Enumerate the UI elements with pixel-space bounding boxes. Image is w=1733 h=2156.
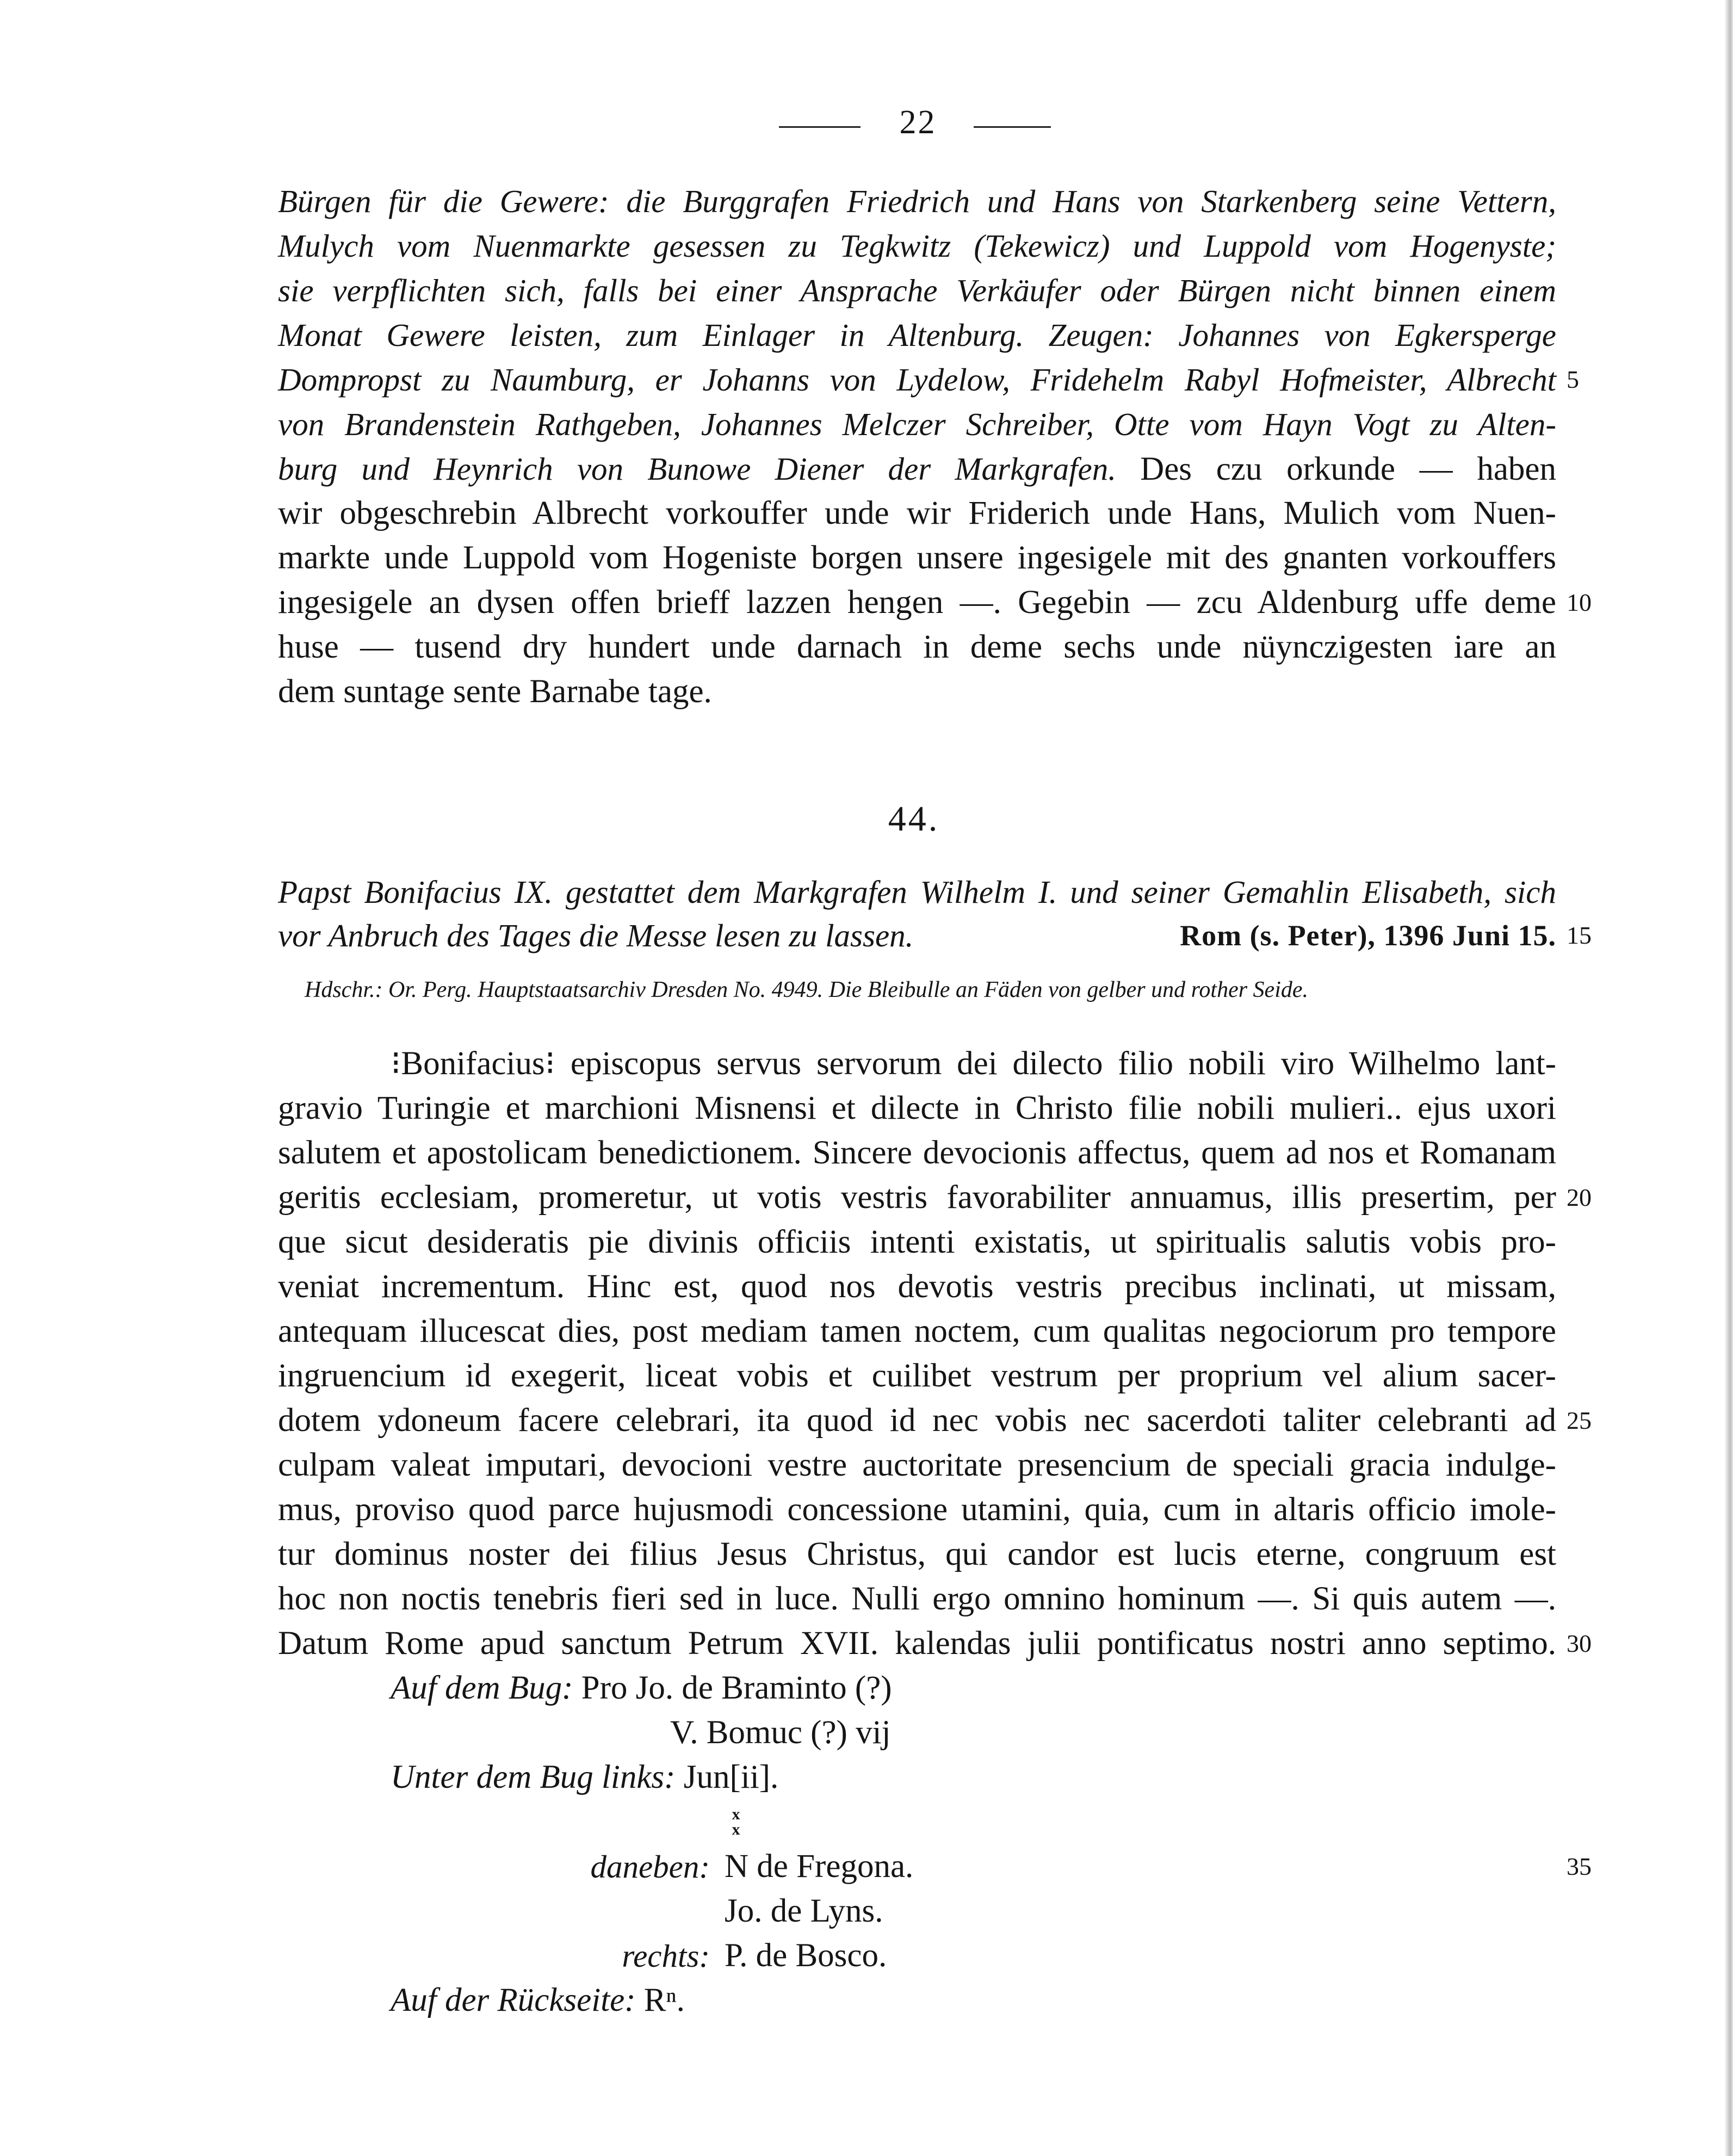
text-fragment: burg und Heynrich von Bunowe Diener der Markgrafen. xyxy=(278,451,1141,487)
endorsement-value: Pro Jo. de Braminto (?) xyxy=(581,1670,892,1706)
text-line: veniat incrementum. Hinc est, quod nos devotis vestris precibus inclinati, ut missam, xyxy=(278,1268,1556,1305)
text-line: ingesigele an dysen offen brieff lazzen hengen —. Gegebin — zcu Aldenburg uffe deme xyxy=(278,584,1556,621)
endorsement-label: Unter dem Bug links: xyxy=(391,1759,676,1795)
regest-line: vor Anbruch des Tages die Messe lesen zu lassen. xyxy=(278,918,914,953)
text-line: tur dominus noster dei filius Jesus Christus, qui candor est lucis eterne, congruum est xyxy=(278,1536,1556,1572)
place-date: Rom (s. Peter), 1396 Juni 15. xyxy=(1180,919,1556,952)
text-fragment: Des czu orkunde — haben xyxy=(1140,451,1556,487)
line-number: 30 xyxy=(1567,1630,1592,1657)
endorsement-label: rechts: xyxy=(622,1938,710,1974)
endorsement-rueckseite xyxy=(391,1979,685,2022)
line-number: 15 xyxy=(1567,921,1592,949)
text-line: dem suntage sente Barnabe tage. xyxy=(278,673,712,710)
text-line: Bürgen für die Gewere: die Burggrafen Friedrich und Hans von Starkenberg seine Vettern, xyxy=(278,183,1556,219)
text-line: geritis ecclesiam, promeretur, ut votis vestris favorabiliter annuamus, illis presertim, per xyxy=(278,1179,1556,1216)
endorsement-label: daneben: xyxy=(590,1849,710,1885)
x-mark: x xyxy=(732,1820,740,1838)
text-line: Datum Rome apud sanctum Petrum XVII. kalendas julii pontificatus nostri anno septimo. xyxy=(278,1625,1556,1662)
line-number: 20 xyxy=(1567,1184,1592,1211)
text-line: que sicut desideratis pie divinis officiis intenti existatis, ut spiritualis salutis vobis pro- xyxy=(278,1224,1556,1260)
line-number: 35 xyxy=(1567,1853,1592,1880)
endorsement-bug xyxy=(391,1666,892,1710)
text-line: sie verpflichten sich, falls bei einer Ansprache Verkäufer oder Bürgen nicht binnen einem xyxy=(278,272,1556,308)
text-line: antequam illucescat dies, post mediam tamen noctem, cum qualitas negociorum pro tempore xyxy=(278,1313,1556,1349)
text-line: ⁝Bonifacius⁝ episcopus servus servorum dei dilecto filio nobili viro Wilhelmo lant- xyxy=(391,1045,1556,1082)
endorsement-value: Rⁿ. xyxy=(643,1982,685,2018)
text-line: markte unde Luppold vom Hogeniste borgen unsere ingesigele mit des gnanten vorkouffers xyxy=(278,540,1556,576)
endorsement-daneben-2: Jo. de Lyns. xyxy=(725,1893,883,1929)
endorsement-daneben: N de Fregona. xyxy=(725,1848,914,1885)
regest-line: Papst Bonifacius IX. gestattet dem Markgrafen Wilhelm I. und seiner Gemahlin Elisabeth, sich xyxy=(278,874,1556,910)
text-line: wir obgeschrebin Albrecht vorkouffer unde wir Friderich unde Hans, Mulich vom Nuen- xyxy=(278,495,1556,531)
text-line: Monat Gewere leisten, zum Einlager in Altenburg. Zeugen: Johannes von Egkersperge xyxy=(278,317,1556,353)
regest-date-line xyxy=(278,914,1556,957)
endorsement-label: Auf dem Bug: xyxy=(391,1670,573,1706)
endorsement-unter xyxy=(391,1756,778,1799)
x-marks xyxy=(728,1807,744,1837)
page-header xyxy=(0,103,1733,147)
text-line: dotem ydoneum facere celebrari, ita quod id nec vobis nec sacerdoti taliter celebranti ad xyxy=(278,1402,1556,1439)
line-number: 25 xyxy=(1567,1407,1592,1434)
text-line: salutem et apostolicam benedictionem. Sincere devocionis affectus, quem ad nos et Romanam xyxy=(278,1135,1556,1171)
page-number: 22 xyxy=(899,104,937,141)
source-note: Hdschr.: Or. Perg. Hauptstaatsarchiv Dresden No. 4949. Die Bleibulle an Fäden von gelber und rother Seide. xyxy=(305,977,1309,1002)
text-line: Dompropst zu Naumburg, er Johanns von Lydelow, Fridehelm Rabyl Hofmeister, Albrecht xyxy=(278,362,1556,398)
endorsement-label: Auf der Rückseite: xyxy=(391,1982,636,2018)
header-rule-right xyxy=(974,126,1051,128)
endorsement-value: Jun[ii]. xyxy=(683,1759,779,1795)
text-line: hoc non noctis tenebris fieri sed in luce. Nulli ergo omnino hominum —. Si quis autem —. xyxy=(278,1581,1556,1617)
x-mark: x xyxy=(732,1805,740,1823)
header-rule-left xyxy=(779,126,861,128)
line-number: 10 xyxy=(1567,588,1592,616)
document-number: 44. xyxy=(888,799,940,839)
text-line: mus, proviso quod parce hujusmodi concessione utamini, quia, cum in altaris officio imole- xyxy=(278,1491,1556,1528)
text-line: huse — tusend dry hundert unde darnach in deme sechs unde nüynczigesten iare an xyxy=(278,629,1556,665)
text-line: Mulych vom Nuenmarkte gesessen zu Tegkwitz (Tekewicz) und Luppold vom Hogenyste; xyxy=(278,228,1556,264)
text-line: ingruencium id exegerit, liceat vobis et cuilibet vestrum per proprium vel alium sacer- xyxy=(278,1358,1556,1394)
text-line: von Brandenstein Rathgeben, Johannes Melczer Schreiber, Otte vom Hayn Vogt zu Alten- xyxy=(278,406,1556,442)
endorsement-bug-2: V. Bomuc (?) vij xyxy=(670,1714,891,1751)
line-number: 5 xyxy=(1567,365,1579,393)
scan-edge xyxy=(1724,0,1733,2156)
text-line: gravio Turingie et marchioni Misnensi et dilecte in Christo filie nobili mulieri.. ejus uxori xyxy=(278,1090,1556,1126)
text-line: culpam valeat imputari, devocioni vestre auctoritate presencium de speciali gracia indulge- xyxy=(278,1447,1556,1483)
endorsement-rechts: P. de Bosco. xyxy=(725,1937,887,1974)
text-line xyxy=(278,447,1556,491)
